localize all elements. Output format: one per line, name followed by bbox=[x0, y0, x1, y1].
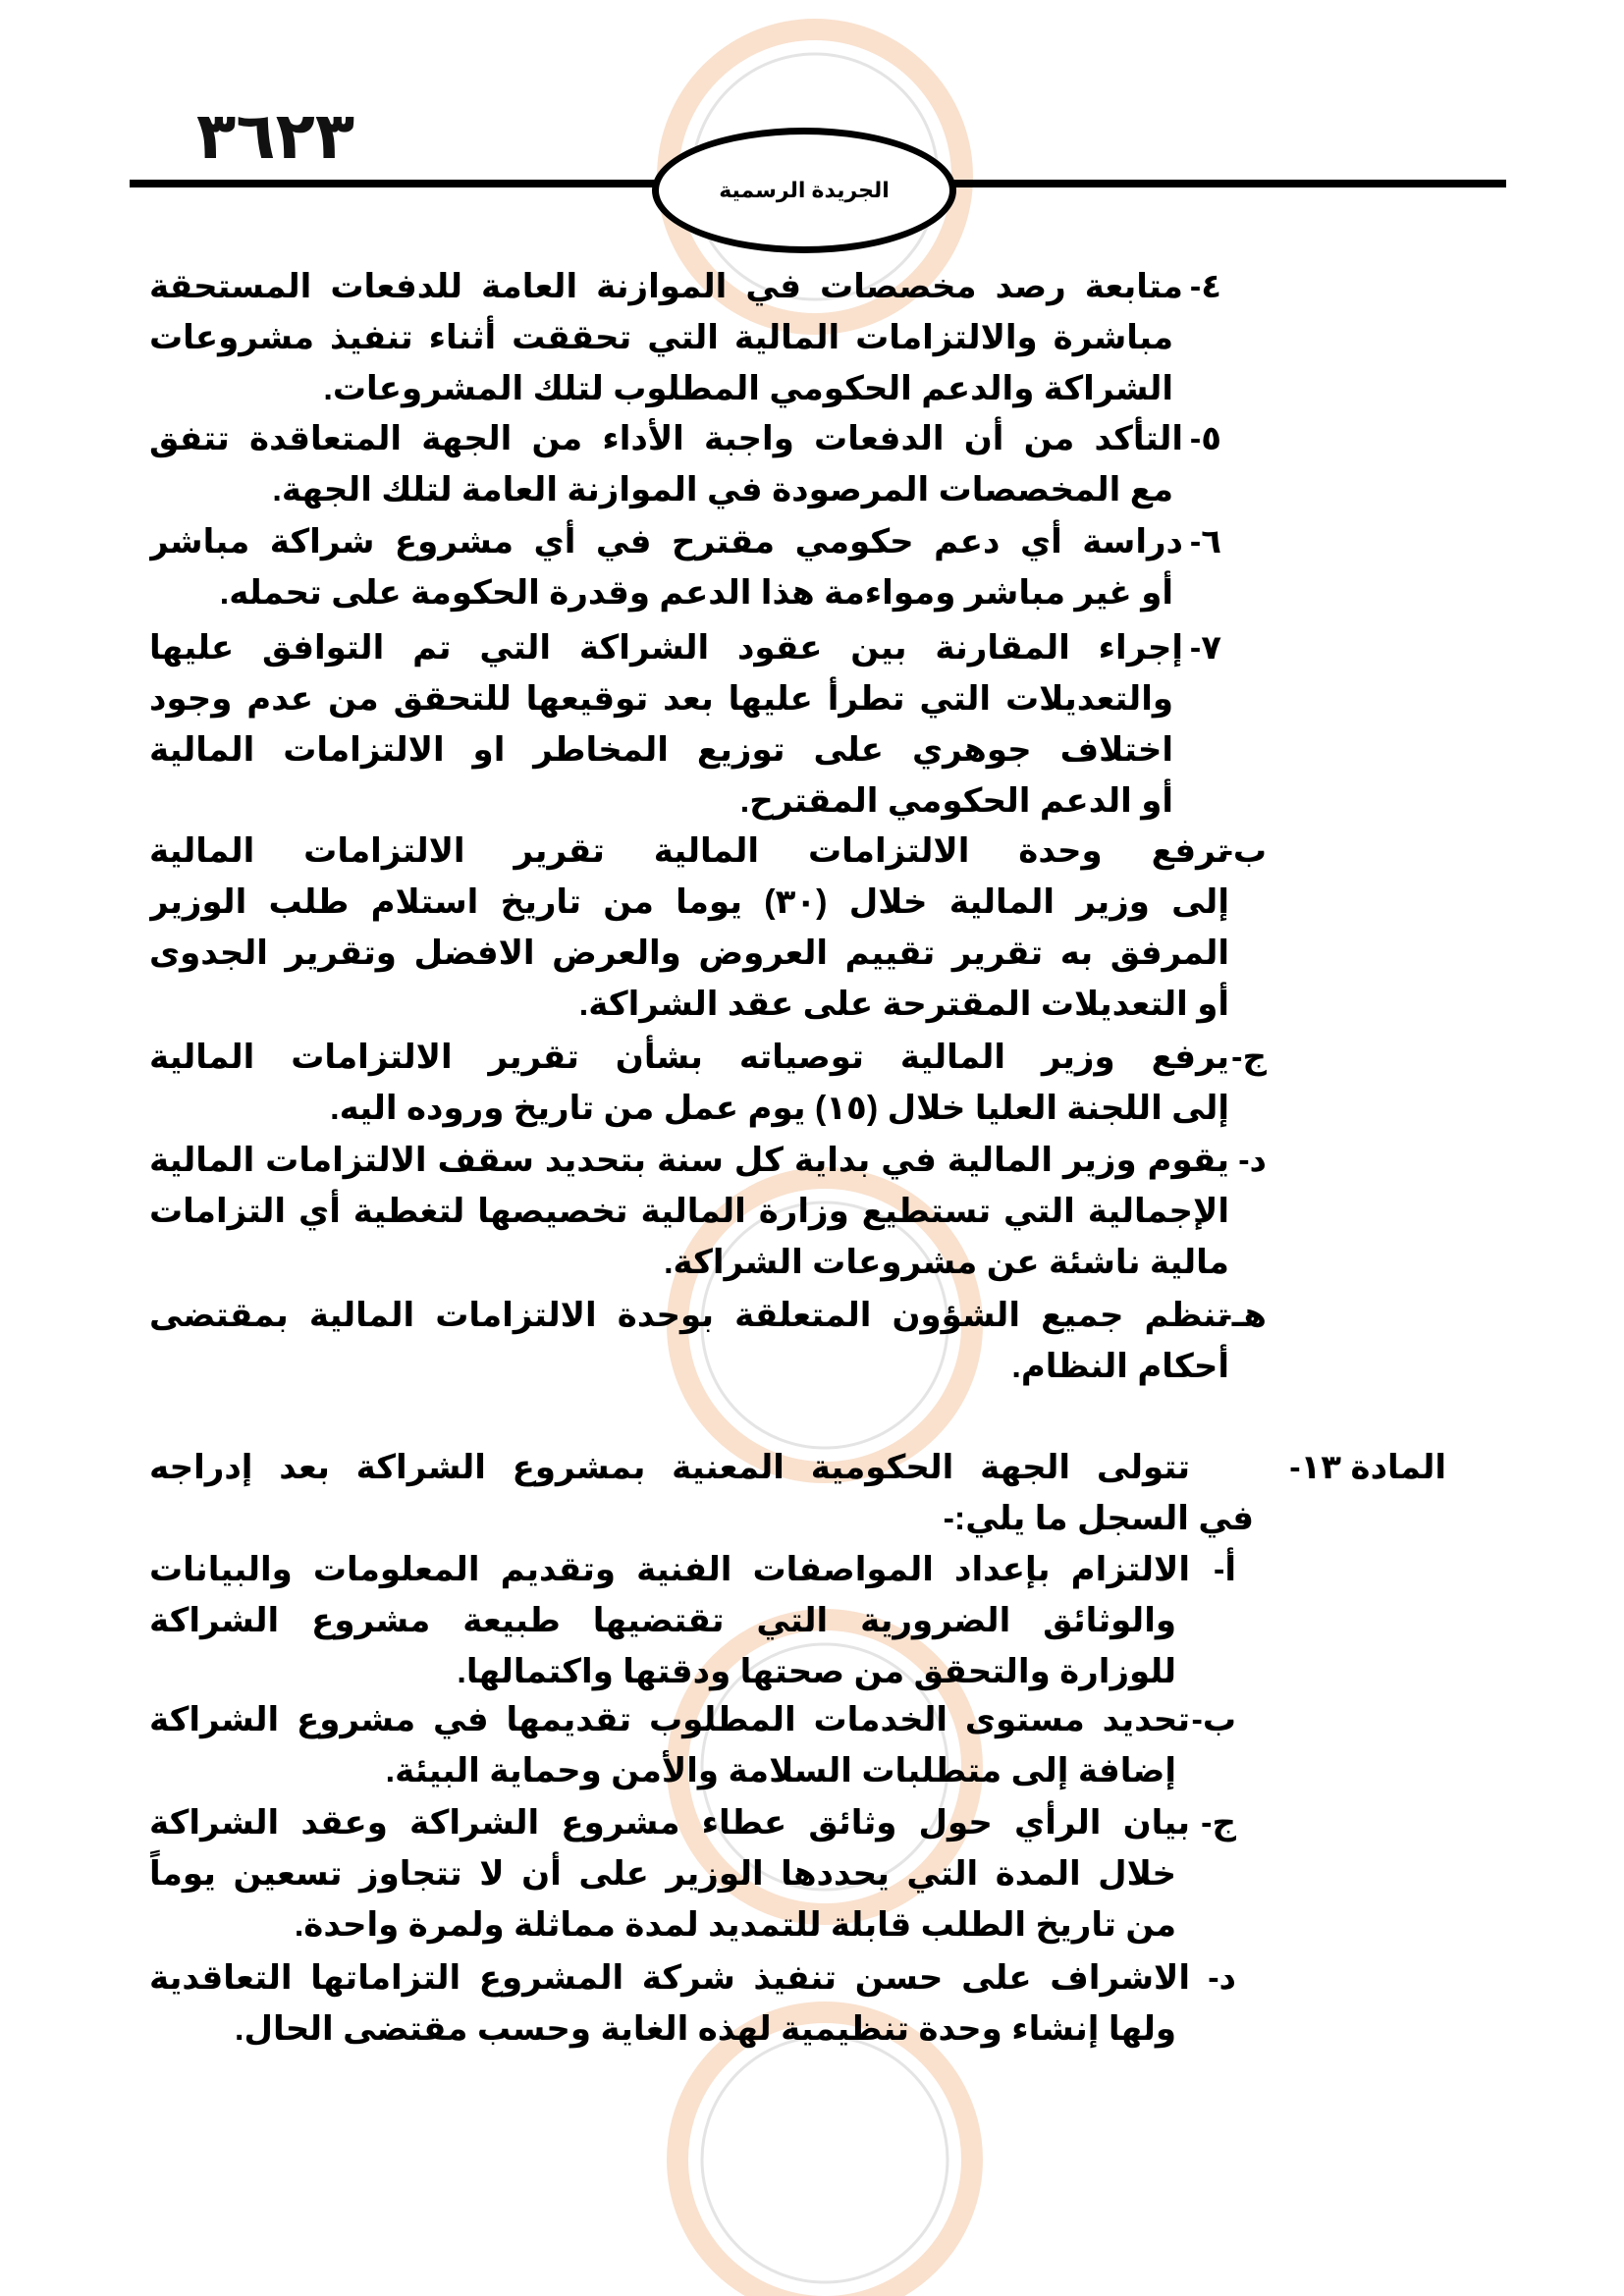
text-line: ترفع وحدة الالتزامات المالية تقرير الالتزامات المالية bbox=[149, 832, 1229, 870]
text-line: المرفق به تقرير تقييم العروض والعرض الافضل وتقرير الجدوى bbox=[149, 934, 1229, 972]
clause-label: ج- bbox=[1201, 1804, 1236, 1842]
text-line: الشراكة والدعم الحكومي المطلوب لتلك المشروعات. bbox=[323, 370, 1173, 407]
text-line: الإجمالية التي تستطيع وزارة المالية تخصيصها لتغطية أي التزامات bbox=[149, 1193, 1229, 1230]
text-line: مباشرة والالتزامات المالية التي تحققت أثناء تنفيذ مشروعات bbox=[149, 319, 1173, 356]
text-line: خلال المدة التي يحددها الوزير على أن لا تتجاوز تسعين يوماً bbox=[149, 1855, 1176, 1893]
clause-label: د- bbox=[1208, 1959, 1236, 1997]
text-line: التأكد من أن الدفعات واجبة الأداء من الجهة المتعاقدة تتفق bbox=[149, 420, 1183, 457]
text-line: تتولى الجهة الحكومية المعنية بمشروع الشراكة بعد إدراجه bbox=[149, 1449, 1190, 1486]
clause-label: ج- bbox=[1231, 1039, 1267, 1076]
text-line: يقوم وزير المالية في بداية كل سنة بتحديد سقف الالتزامات المالية bbox=[149, 1142, 1229, 1179]
text-line: تحديد مستوى الخدمات المطلوب تقديمها في مشروع الشراكة bbox=[149, 1701, 1190, 1738]
clause-label: أ- bbox=[1214, 1551, 1236, 1588]
text-line: أو التعديلات المقترحة على عقد الشراكة. bbox=[578, 986, 1229, 1023]
text-line: إلى اللجنة العليا خلال (١٥) يوم عمل من تاريخ وروده اليه. bbox=[330, 1090, 1229, 1127]
page-number: ٣٦٢٣ bbox=[196, 98, 355, 174]
text-line: تنظم جميع الشؤون المتعلقة بوحدة الالتزامات المالية بمقتضى bbox=[149, 1297, 1229, 1334]
masthead-title: الجريدة الرسمية bbox=[719, 178, 890, 202]
clause-label: د- bbox=[1238, 1142, 1267, 1179]
clause-label: ب- bbox=[1221, 832, 1267, 870]
text-line: مع المخصصات المرصودة في الموازنة العامة لتلك الجهة. bbox=[272, 471, 1173, 508]
clause-label: ٦- bbox=[1189, 523, 1221, 561]
clause-label: ٤- bbox=[1189, 268, 1221, 305]
text-line: للوزارة والتحقق من صحتها ودقتها واكتمالها. bbox=[457, 1653, 1176, 1690]
text-line: إضافة إلى متطلبات السلامة والأمن وحماية البيئة. bbox=[385, 1752, 1176, 1789]
text-line: الاشراف على حسن تنفيذ شركة المشروع التزاماتها التعاقدية bbox=[149, 1959, 1190, 1997]
text-line: يرفع وزير المالية توصياته بشأن تقرير الالتزامات المالية bbox=[149, 1039, 1229, 1076]
text-line: إلى وزير المالية خلال (٣٠) يوما من تاريخ استلام طلب الوزير bbox=[149, 883, 1229, 921]
clause-label: ب- bbox=[1191, 1701, 1236, 1738]
text-line: والتعديلات التي تطرأ عليها بعد توقيعها للتحقق من عدم وجود bbox=[149, 680, 1173, 718]
text-line: دراسة أي دعم حكومي مقترح في أي مشروع شراكة مباشر bbox=[149, 523, 1183, 561]
article-label: المادة ١٣- bbox=[1289, 1449, 1446, 1486]
text-line: متابعة رصد مخصصات في الموازنة العامة للدفعات المستحقة bbox=[149, 268, 1183, 305]
text-line: من تاريخ الطلب قابلة للتمديد لمدة مماثلة ولمرة واحدة. bbox=[294, 1906, 1176, 1944]
text-line: في السجل ما يلي:- bbox=[943, 1500, 1254, 1537]
text-line: أو غير مباشر ومواءمة هذا الدعم وقدرة الحكومة على تحمله. bbox=[219, 574, 1173, 612]
text-line: بيان الرأي حول وثائق عطاء مشروع الشراكة وعقد الشراكة bbox=[149, 1804, 1190, 1842]
text-line: إجراء المقارنة بين عقود الشراكة التي تم التوافق عليها bbox=[149, 629, 1183, 667]
text-line: اختلاف جوهري على توزيع المخاطر او الالتزامات المالية bbox=[149, 731, 1173, 769]
text-line: الالتزام بإعداد المواصفات الفنية وتقديم المعلومات والبيانات bbox=[149, 1551, 1190, 1588]
text-line: أحكام النظام. bbox=[1011, 1348, 1229, 1385]
clause-label: هـ- bbox=[1220, 1297, 1267, 1334]
text-line: ولها إنشاء وحدة تنظيمية لهذه الغاية وحسب مقتضى الحال. bbox=[235, 2010, 1176, 2048]
text-line: أو الدعم الحكومي المقترح. bbox=[739, 782, 1173, 820]
text-line: مالية ناشئة عن مشروعات الشراكة. bbox=[664, 1244, 1229, 1281]
clause-label: ٥- bbox=[1189, 420, 1221, 457]
masthead-ellipse bbox=[652, 128, 956, 253]
clause-label: ٧- bbox=[1189, 629, 1221, 667]
text-line: والوثائق الضرورية التي تقتضيها طبيعة مشروع الشراكة bbox=[149, 1602, 1176, 1639]
watermark-clock-icon bbox=[677, 2012, 972, 2296]
